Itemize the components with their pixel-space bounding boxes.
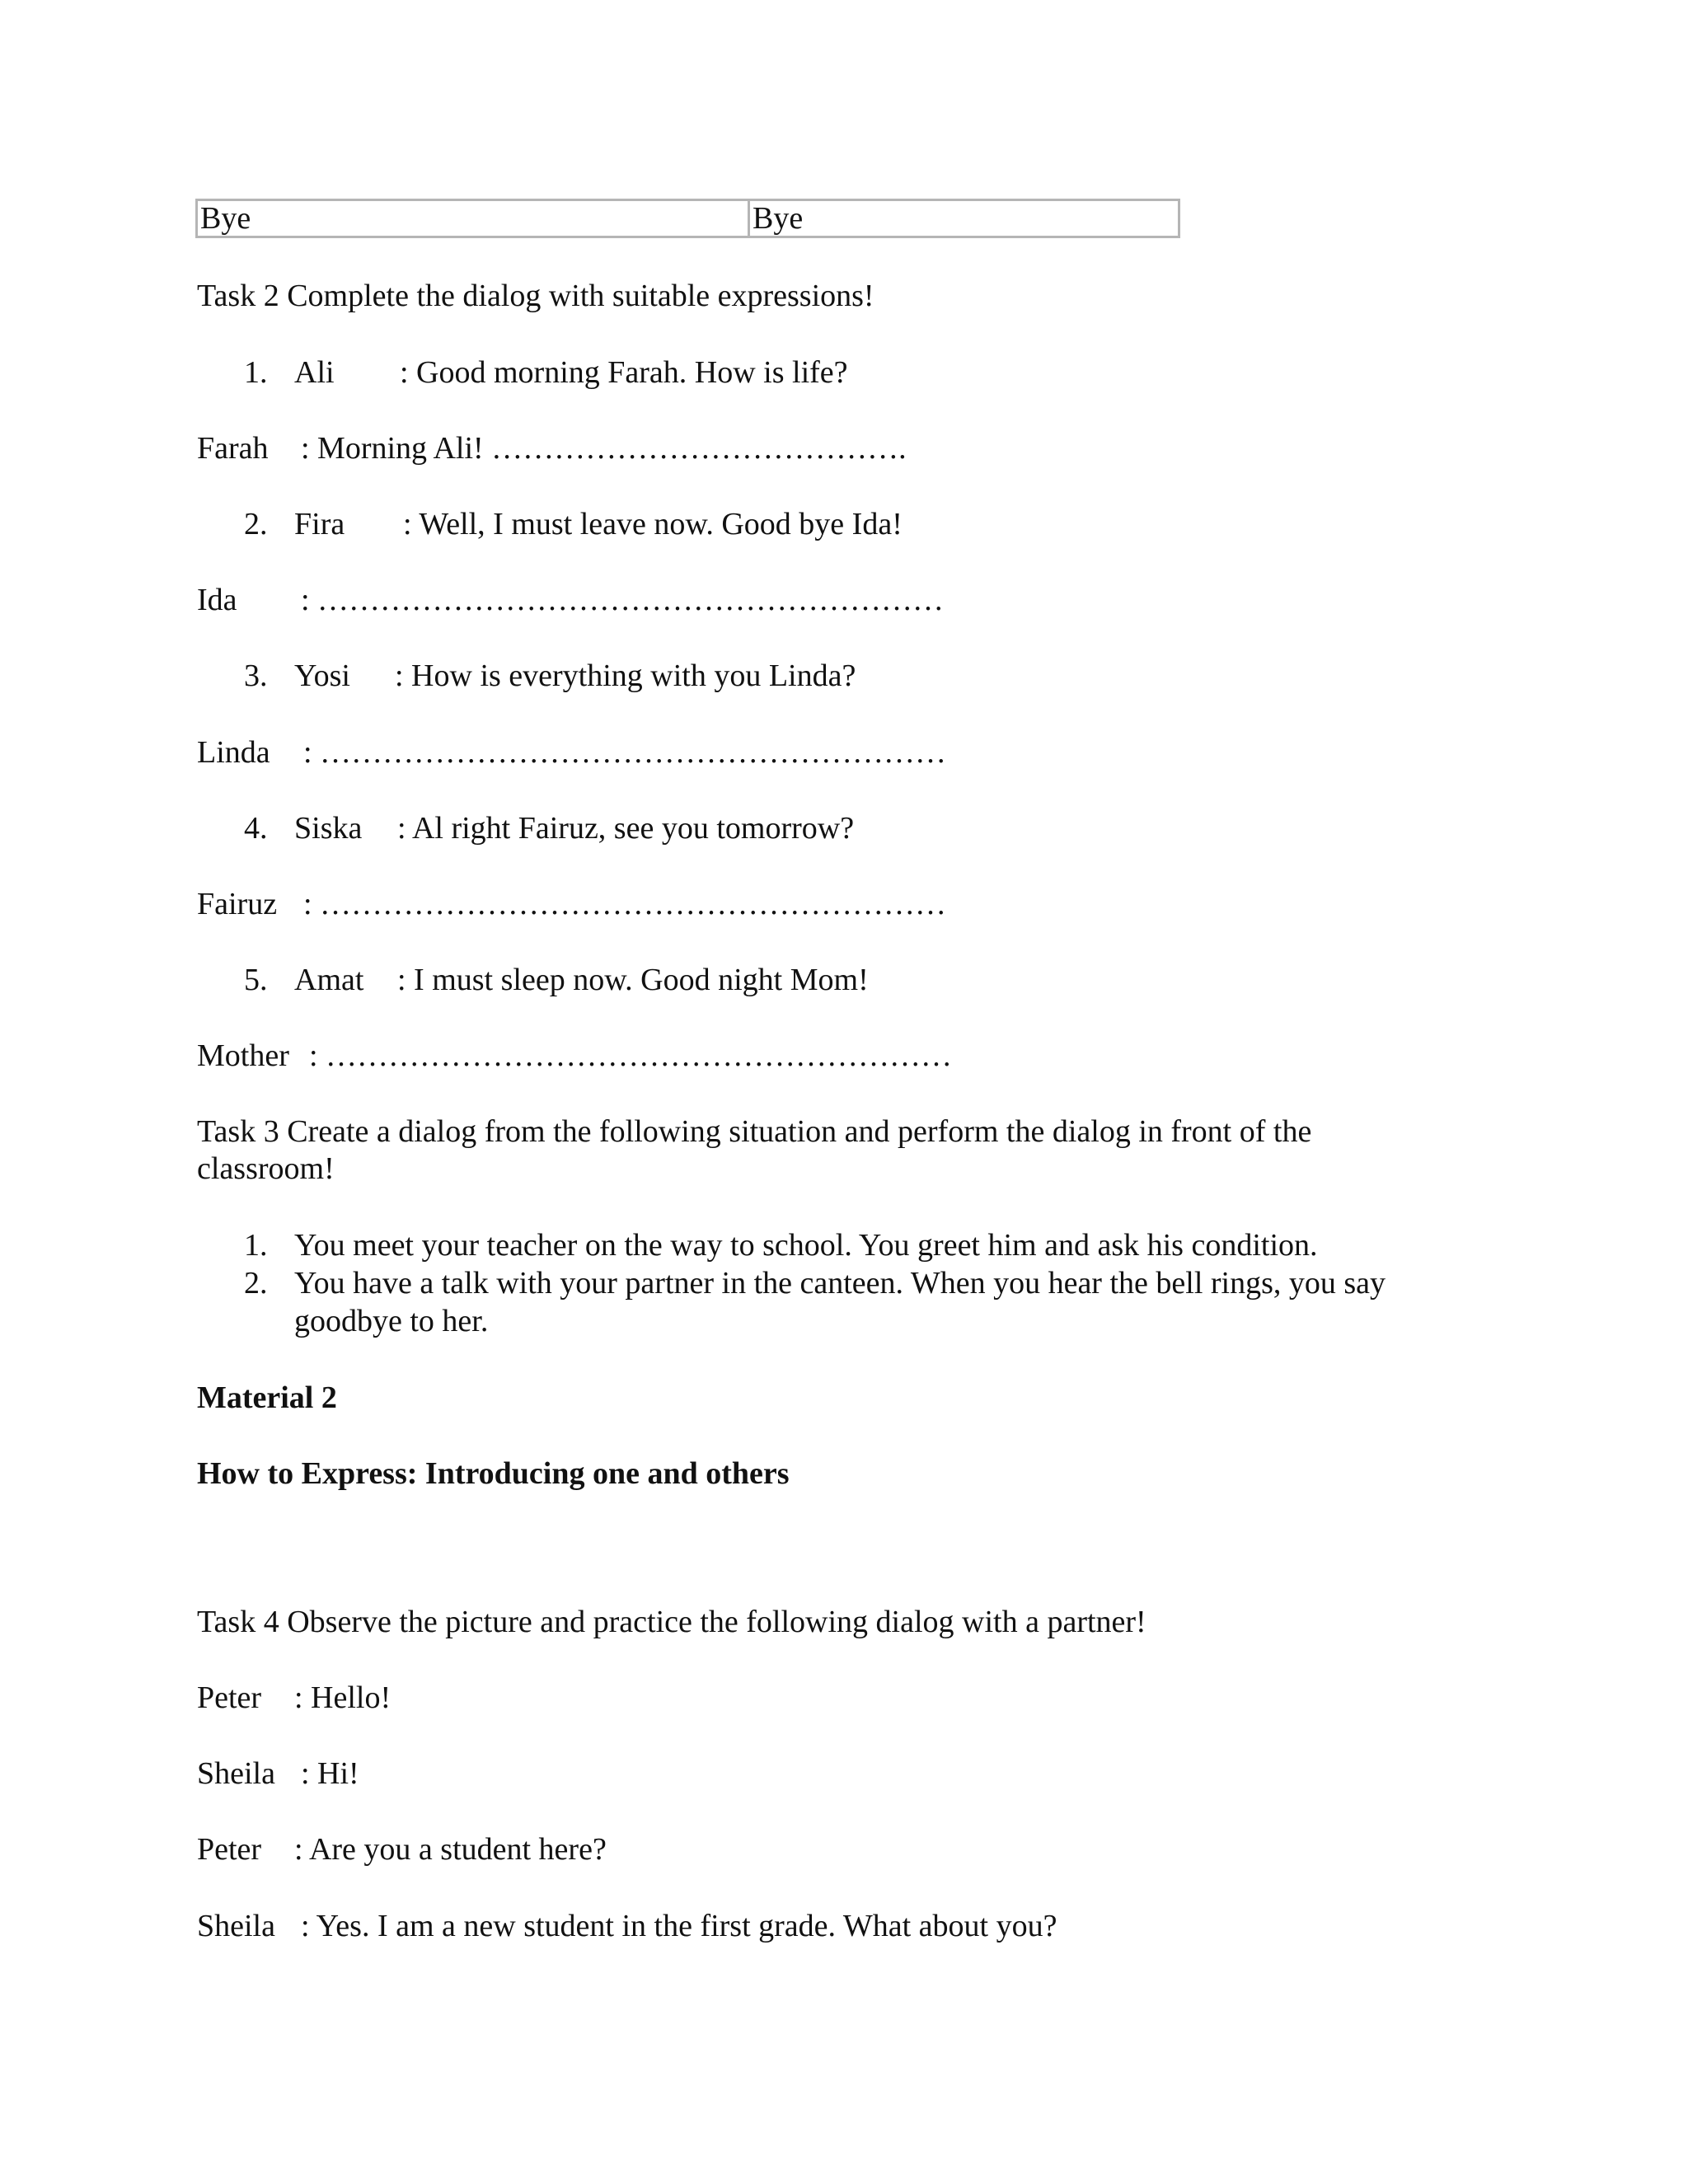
table-cell-left: Bye [198, 201, 750, 236]
task3-item-text: You have a talk with your partner in the canteen. When you hear the bell rings, you say [294, 1266, 1386, 1301]
task4-heading: Task 4 Observe the picture and practice the following dialog with a partner! [197, 1605, 1146, 1639]
task4-line: : Yes. I am a new student in the first grade. What about you? [301, 1909, 1057, 1943]
material-subtitle: How to Express: Introducing one and others [197, 1456, 790, 1491]
task2-reply: : Morning Ali! …………………………………. [301, 431, 907, 466]
task2-reply-speaker: Linda [197, 735, 270, 770]
expression-table-row [195, 199, 1180, 238]
task2-line: : Well, I must leave now. Good bye Ida! [403, 507, 903, 541]
task2-line: : I must sleep now. Good night Mom! [397, 963, 869, 997]
task4-speaker: Sheila [197, 1756, 275, 1791]
task2-speaker: Fira [294, 507, 345, 541]
task2-reply: : …………………………………………………… [309, 1038, 953, 1073]
task2-item-number: 4. [244, 811, 268, 846]
task4-speaker: Peter [197, 1680, 262, 1715]
task2-reply: : …………………………………………………… [301, 583, 945, 617]
task2-item-number: 5. [244, 963, 268, 997]
task2-line: : How is everything with you Linda? [395, 658, 856, 693]
task4-speaker: Sheila [197, 1909, 275, 1943]
material-title: Material 2 [197, 1380, 337, 1415]
task2-reply-speaker: Mother [197, 1038, 289, 1073]
task2-line: : Good morning Farah. How is life? [400, 355, 848, 390]
table-cell-right: Bye [753, 201, 804, 236]
task4-line: : Hi! [301, 1756, 359, 1791]
task2-reply-speaker: Farah [197, 431, 269, 466]
task3-item-number: 2. [244, 1266, 268, 1301]
task2-speaker: Ali [294, 355, 335, 390]
task2-item-number: 1. [244, 355, 268, 390]
task3-heading: Task 3 Create a dialog from the following situation and perform the dialog in front of the [197, 1114, 1312, 1149]
task2-reply: : …………………………………………………… [303, 735, 947, 770]
task2-reply-speaker: Ida [197, 583, 237, 617]
task4-line: : Are you a student here? [294, 1832, 607, 1867]
task3-item-text: You meet your teacher on the way to school. You greet him and ask his condition. [294, 1228, 1318, 1263]
task3-item-number: 1. [244, 1228, 268, 1263]
task4-line: : Hello! [294, 1680, 392, 1715]
task2-item-number: 2. [244, 507, 268, 541]
task2-line: : Al right Fairuz, see you tomorrow? [397, 811, 855, 846]
task2-speaker: Yosi [294, 658, 350, 693]
task2-speaker: Amat [294, 963, 364, 997]
task2-heading: Task 2 Complete the dialog with suitable expressions! [197, 279, 874, 313]
task4-speaker: Peter [197, 1832, 262, 1867]
task2-reply: : …………………………………………………… [303, 887, 947, 921]
task2-item-number: 3. [244, 658, 268, 693]
task2-reply-speaker: Fairuz [197, 887, 278, 921]
task3-item-text-continued: goodbye to her. [294, 1304, 489, 1338]
task2-speaker: Siska [294, 811, 363, 846]
task3-heading-continued: classroom! [197, 1151, 335, 1186]
